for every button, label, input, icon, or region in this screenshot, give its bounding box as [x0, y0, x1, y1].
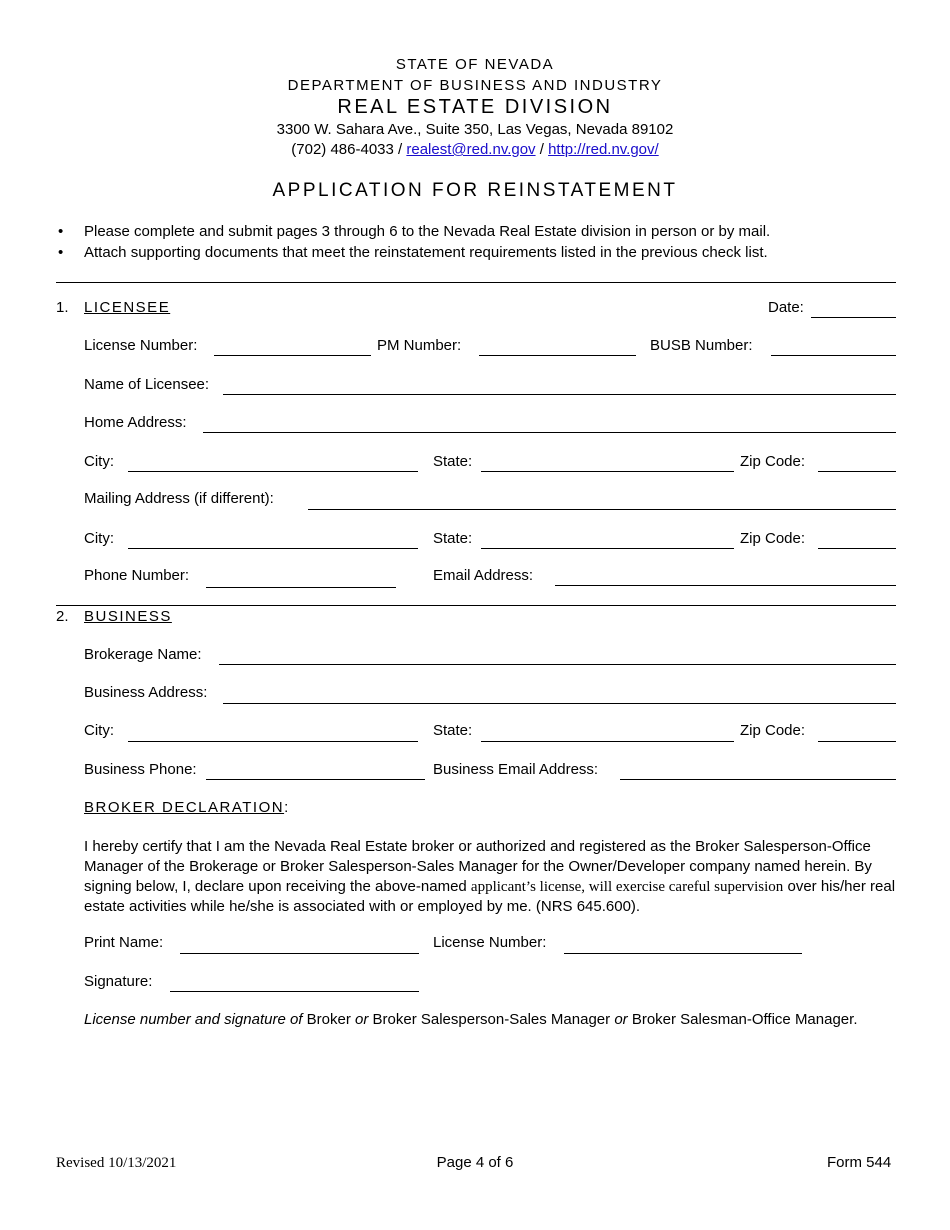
city-field[interactable]: [128, 471, 418, 472]
pm-number-label: PM Number:: [377, 337, 462, 354]
bullet-icon: •: [58, 244, 64, 261]
revised-date: Revised 10/13/2021: [56, 1155, 177, 1171]
busb-number-field[interactable]: [771, 355, 896, 356]
broker-license-number-label: License Number:: [433, 934, 547, 951]
license-number-field[interactable]: [214, 355, 371, 356]
date-field[interactable]: [811, 317, 896, 318]
email-link[interactable]: realest@red.nv.gov: [406, 141, 536, 158]
busb-number-label: BUSB Number:: [650, 337, 753, 354]
broker-declaration-heading: [84, 799, 288, 816]
business-zip-code-label: Zip Code:: [740, 722, 806, 739]
zip-code-field[interactable]: [818, 471, 896, 472]
signature-field[interactable]: [170, 991, 419, 992]
note-part: License number and signature of: [84, 1011, 303, 1028]
business-address-label: Business Address:: [84, 684, 208, 701]
separator: /: [535, 141, 549, 158]
business-city-label: City:: [84, 722, 114, 739]
note-part: or: [355, 1011, 369, 1028]
business-city-field[interactable]: [128, 741, 418, 742]
mailing-zip-code-field[interactable]: [818, 548, 896, 549]
website-link[interactable]: http://red.nv.gov/: [548, 141, 659, 158]
declaration-text: [84, 837, 899, 917]
separator: /: [393, 141, 407, 158]
business-address-field[interactable]: [223, 703, 896, 704]
licensee-name-field[interactable]: [223, 394, 896, 395]
instruction-2: Attach supporting documents that meet the reinstatement requirements listed in the previous check list.: [84, 244, 768, 261]
note-part: Broker: [302, 1011, 355, 1028]
brokerage-name-label: Brokerage Name:: [84, 646, 202, 663]
email-address-label: Email Address:: [433, 567, 534, 584]
licensee-name-label: Name of Licensee:: [84, 376, 210, 393]
declaration-text-part: I hereby certify that I am the Nevada Real Estate broker or authorized and registered as the Broker Salesperson-Office Manager of the Brokerage or Broker Salesperson-Sales Manager for the Owner/Developer company named herein. By signing below, I, declare upon receiving the above-named: [84, 838, 872, 895]
business-zip-code-field[interactable]: [818, 741, 896, 742]
divider: [56, 605, 896, 606]
mailing-city-label: City:: [84, 530, 114, 547]
mailing-address-field[interactable]: [308, 509, 896, 510]
print-name-field[interactable]: [180, 953, 419, 954]
division-address: 3300 W. Sahara Ave., Suite 350, Las Vegas, Nevada 89102: [276, 121, 674, 138]
state-label: State:: [433, 453, 473, 470]
mailing-zip-code-label: Zip Code:: [740, 530, 806, 547]
business-state-field[interactable]: [481, 741, 734, 742]
mailing-city-field[interactable]: [128, 548, 418, 549]
note-part: Broker Salesperson-Sales Manager: [368, 1011, 615, 1028]
phone-number: (702) 486-4033: [291, 141, 394, 158]
print-name-label: Print Name:: [84, 934, 164, 951]
note-part: or: [614, 1011, 628, 1028]
license-number-label: License Number:: [84, 337, 198, 354]
phone-number-field[interactable]: [206, 587, 396, 588]
declaration-text-part: applicant’s license, will exercise careful supervision: [470, 879, 784, 895]
date-label: Date:: [768, 299, 804, 316]
mailing-state-label: State:: [433, 530, 473, 547]
broker-license-number-field[interactable]: [564, 953, 802, 954]
section-2-title: BUSINESS: [84, 608, 172, 625]
brokerage-name-field[interactable]: [219, 664, 896, 665]
city-label: City:: [84, 453, 114, 470]
phone-number-label: Phone Number:: [84, 567, 190, 584]
mailing-state-field[interactable]: [481, 548, 734, 549]
home-address-field[interactable]: [203, 432, 896, 433]
contact-line: [0, 141, 950, 158]
section-1-title: LICENSEE: [84, 299, 171, 316]
state-heading: STATE OF NEVADA: [395, 56, 555, 73]
form-number: Form 544: [827, 1154, 892, 1171]
note-part: Broker Salesman-Office Manager.: [627, 1011, 858, 1028]
business-phone-field[interactable]: [206, 779, 425, 780]
email-address-field[interactable]: [555, 585, 896, 586]
bullet-icon: •: [58, 223, 64, 240]
business-state-label: State:: [433, 722, 473, 739]
pm-number-field[interactable]: [479, 355, 636, 356]
colon: :: [284, 799, 289, 816]
signature-label: Signature:: [84, 973, 153, 990]
department-heading: DEPARTMENT OF BUSINESS AND INDUSTRY: [287, 77, 663, 94]
instruction-1: Please complete and submit pages 3 through 6 to the Nevada Real Estate division in person or by mail.: [84, 223, 771, 240]
declaration-text-part: over his/her real estate activities while he/she is associated with or employed by me. (NRS 645.600).: [84, 878, 896, 915]
broker-declaration-title: BROKER DECLARATION: [84, 799, 285, 816]
business-phone-label: Business Phone:: [84, 761, 197, 778]
section-2-number: 2.: [56, 608, 69, 625]
home-address-label: Home Address:: [84, 414, 187, 431]
division-heading: REAL ESTATE DIVISION: [337, 96, 613, 118]
business-email-field[interactable]: [620, 779, 896, 780]
state-field[interactable]: [481, 471, 734, 472]
form-title: APPLICATION FOR REINSTATEMENT: [272, 180, 678, 201]
page-number: Page 4 of 6: [436, 1154, 514, 1171]
signature-note: [84, 1011, 857, 1028]
mailing-address-label: Mailing Address (if different):: [84, 490, 274, 507]
divider: [56, 282, 896, 283]
business-email-label: Business Email Address:: [433, 761, 599, 778]
zip-code-label: Zip Code:: [740, 453, 806, 470]
section-1-number: 1.: [56, 299, 69, 316]
